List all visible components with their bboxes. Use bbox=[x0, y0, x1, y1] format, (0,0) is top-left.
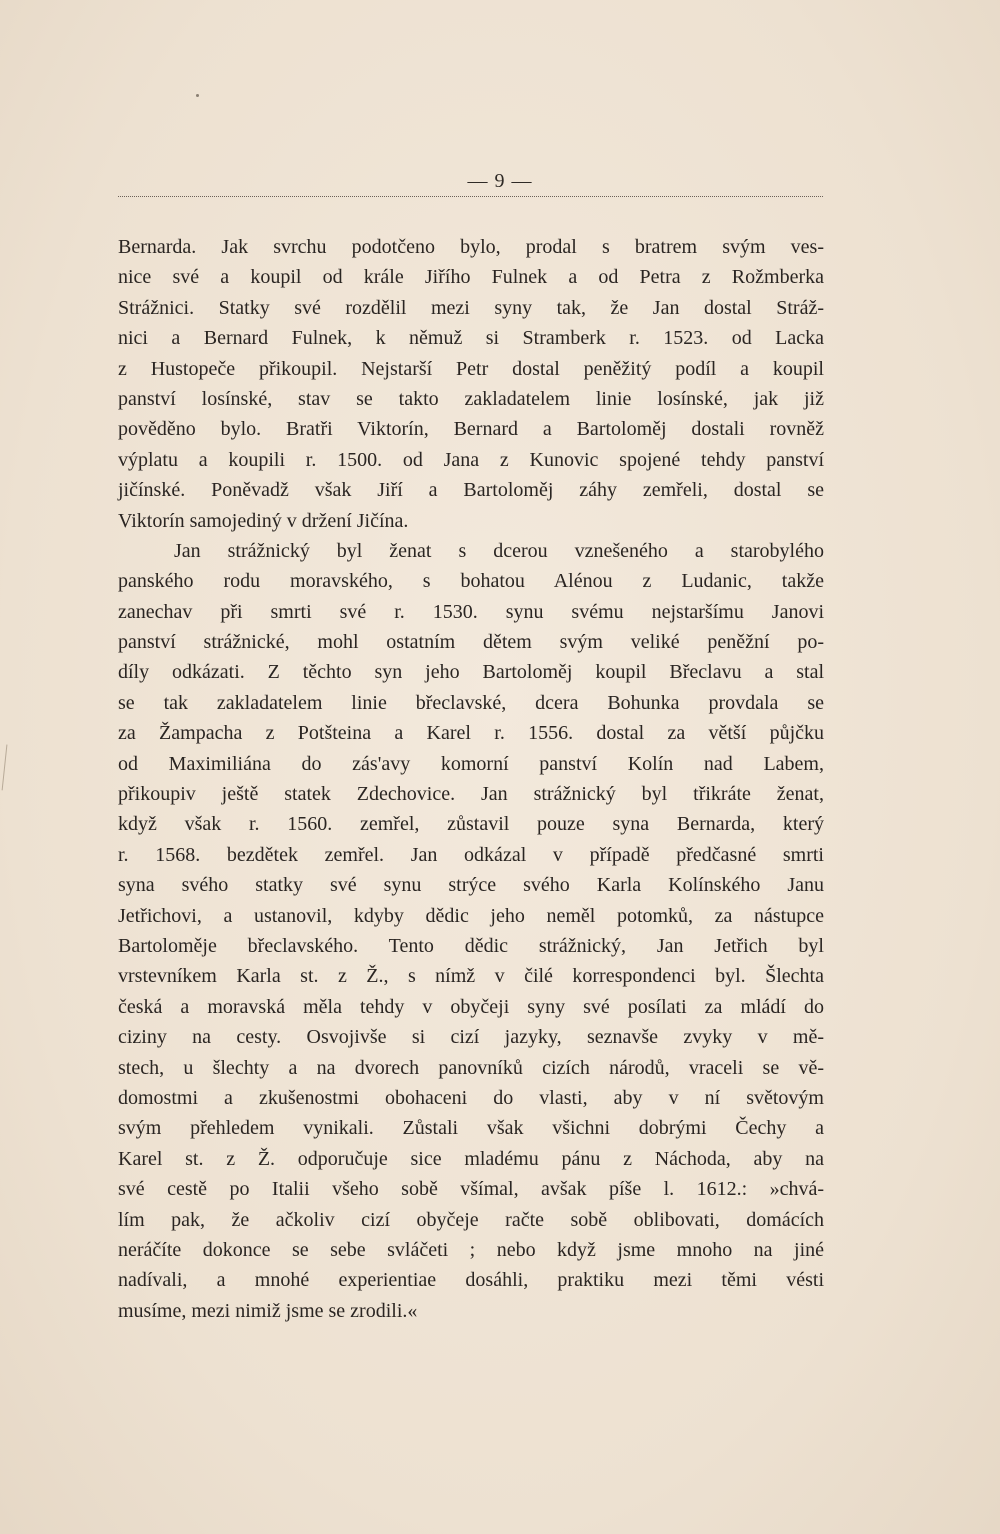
text-line: nici a Bernard Fulnek, k němuž si Stramberk r. 1523. od Lacka bbox=[118, 327, 824, 350]
text-line: za Žampacha z Potšteina a Karel r. 1556. dostal za větší půjčku bbox=[118, 722, 824, 745]
text-line: Bartoloměje břeclavského. Tento dědic strážnický, Jan Jetřich byl bbox=[118, 934, 824, 957]
text-line: panství losínské, stav se takto zakladatelem linie losínské, jak již bbox=[118, 387, 824, 410]
text-line: musíme, mezi nimiž jsme se zrodili.« bbox=[118, 1299, 418, 1322]
text-line: nadívali, a mnohé experientiae dosáhli, praktiku mezi těmi vésti bbox=[118, 1269, 824, 1292]
text-line: lím pak, že ačkoliv cizí obyčeje račte sobě oblibovati, domácích bbox=[118, 1208, 824, 1231]
text-line: ciziny na cesty. Osvojivše si cizí jazyky, seznavše zvyky v mě- bbox=[118, 1026, 824, 1049]
text-line: Bernarda. Jak svrchu podotčeno bylo, prodal s bratrem svým ves- bbox=[118, 236, 824, 258]
text-line: se tak zakladatelem linie břeclavské, dcera Bohunka provdala se bbox=[118, 691, 824, 714]
text-line: pověděno bylo. Bratři Viktorín, Bernard a Bartoloměj dostali rovněž bbox=[118, 418, 824, 441]
text-line: stech, u šlechty a na dvorech panovníků cizích národů, vraceli se vě- bbox=[118, 1056, 824, 1079]
text-line: Viktorín samojediný v držení Jičína. bbox=[118, 509, 409, 532]
text-line: nice své a koupil od krále Jiřího Fulnek a od Petra z Rožmberka bbox=[118, 266, 824, 289]
margin-pencil-mark bbox=[2, 745, 18, 792]
text-line: panského rodu moravského, s bohatou Alénou z Ludanic, takže bbox=[118, 570, 824, 593]
text-line: Jan strážnický byl ženat s dcerou vznešeného a starobylého bbox=[174, 539, 824, 562]
header-dotted-rule bbox=[118, 196, 823, 197]
text-line: když však r. 1560. zemřel, zůstavil pouze syna Bernarda, který bbox=[118, 813, 824, 836]
text-line: výplatu a koupili r. 1500. od Jana z Kunovic spojené tehdy panství bbox=[118, 448, 824, 471]
text-line: od Maximiliána do zás'avy komorní panství Kolín nad Labem, bbox=[118, 752, 824, 775]
text-line: své cestě po Italii všeho sobě všímal, avšak píše l. 1612.: »chvá- bbox=[118, 1178, 824, 1201]
text-line: Karel st. z Ž. odporučuje sice mladému pánu z Náchoda, aby na bbox=[118, 1147, 824, 1170]
text-line: neráčíte dokonce se sebe svláčeti ; nebo když jsme mnoho na jiné bbox=[118, 1238, 824, 1261]
text-line: panství strážnické, mohl ostatním dětem svým veliké peněžní po- bbox=[118, 631, 824, 654]
text-line: r. 1568. bezdětek zemřel. Jan odkázal v případě předčasné smrti bbox=[118, 843, 824, 866]
text-line: Jetřichovi, a ustanovil, kdyby dědic jeho neměl potomků, za nástupce bbox=[118, 904, 824, 927]
text-line: jičínské. Poněvadž však Jiří a Bartoloměj záhy zemřeli, dostal se bbox=[118, 479, 824, 502]
text-line: domostmi a zkušenostmi obohaceni do vlasti, aby v ní světovým bbox=[118, 1086, 824, 1109]
text-line: syna svého statky své synu strýce svého Karla Kolínského Janu bbox=[118, 874, 824, 897]
text-line: z Hustopeče přikoupil. Nejstarší Petr dostal peněžitý podíl a koupil bbox=[118, 357, 824, 380]
text-line: díly odkázati. Z těchto syn jeho Bartoloměj koupil Břeclavu a stal bbox=[118, 661, 824, 684]
print-speck bbox=[196, 94, 199, 97]
text-line: Strážnici. Statky své rozdělil mezi syny tak, že Jan dostal Stráž- bbox=[118, 296, 824, 319]
body-text bbox=[118, 232, 824, 1326]
text-line: zanechav při smrti své r. 1530. synu svému nejstaršímu Janovi bbox=[118, 600, 824, 623]
text-line: přikoupiv ještě statek Zdechovice. Jan strážnický byl třikráte ženat, bbox=[118, 783, 824, 806]
text-line: svým přehledem vynikali. Zůstali však všichni dobrými Čechy a bbox=[118, 1117, 824, 1140]
page-number: — 9 — bbox=[467, 170, 533, 192]
text-line: česká a moravská měla tehdy v obyčeji syny své posílati za mládí do bbox=[118, 995, 824, 1018]
text-line: vrstevníkem Karla st. z Ž., s nímž v čilé korrespondenci byl. Šlechta bbox=[118, 965, 824, 988]
